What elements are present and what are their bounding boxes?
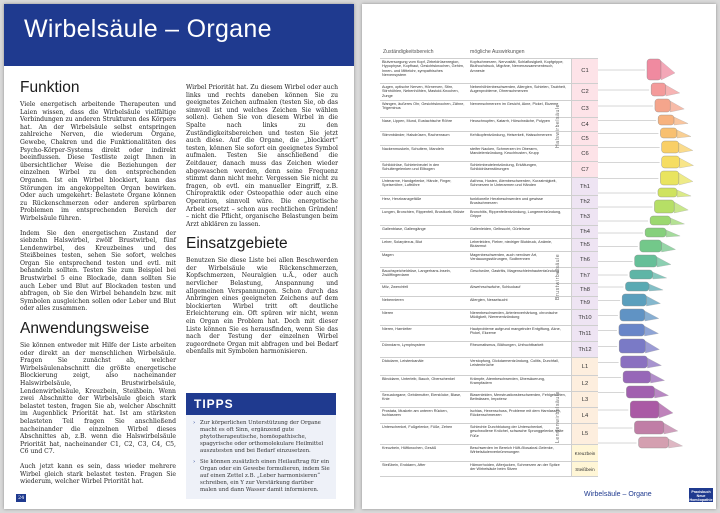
vertebra-body bbox=[620, 309, 645, 321]
effect-cell: Nervenschmerzen im Gesicht, Akne, Pickel, Ekzeme bbox=[470, 102, 559, 106]
vertebra-label: C4 bbox=[571, 118, 598, 131]
effect-cell: Leberleiden, Fieber, niedriger Blutdruck, Anämie, Blutarmut bbox=[470, 240, 553, 249]
text-column-2 bbox=[186, 84, 338, 363]
spinous-process bbox=[679, 143, 693, 153]
spinous-process bbox=[670, 101, 684, 112]
area-cell: Nieren bbox=[382, 311, 394, 315]
vertebra-label: C1 bbox=[571, 59, 598, 83]
page-title: Wirbelsäule – Organe bbox=[24, 15, 272, 43]
publisher-logo: Praxisbuch Neue Homöopathie bbox=[689, 490, 713, 503]
spinous-process bbox=[666, 230, 680, 237]
area-cell: Dickdarm, Leistenkanäle bbox=[382, 359, 424, 363]
effect-cell: Verstopfung, Dickdarmentzündung, Colitis, Durchfall, Leistenbrüche bbox=[470, 359, 559, 368]
tipp-item: › Zur körperlichen Unterstützung der Organe macht es oft Sinn, ergänzend gute phytotherapeutische, homöopathische, spagyrische oder orthomolekulare Heilmittel auszutesten und bei Bedarf einzusetzen. bbox=[200, 420, 330, 455]
spinous-process bbox=[645, 341, 659, 353]
vertebra-label: Th10 bbox=[571, 310, 598, 325]
vertebra-body bbox=[662, 141, 679, 153]
spinous-process bbox=[662, 242, 676, 252]
paragraph: Indem Sie den energetischen Zustand der siebzehn Halswirbel, zwölf Brustwirbel, fünf Lendenwirbel, des Kreuzbeines und des Steißbeines testen, sehen Sie sofort, welches Organ Sie entsprechend testen und evtl. mit behandeln sollten. Testen Sie zum Beispiel bei Brustwirbel 5 eine Blockade, dann sollten Sie auch Leber und Blut auf Blockaden testen und abfragen, ob Sie den Wirbel behandeln bzw. mit Symbolen ausgleichen sollen oder Leber und Blut oder alles zusammen. bbox=[20, 229, 176, 313]
vertebra-body bbox=[634, 421, 663, 434]
vertebra-label: Kreuzbein bbox=[571, 445, 598, 461]
effect-cell: Kehlkopfentzündung, Heiserkeit, Halsschmerzen bbox=[470, 133, 552, 137]
spinous-process bbox=[657, 257, 671, 267]
vertebra-body bbox=[639, 437, 669, 448]
vertebra-body bbox=[635, 255, 657, 267]
vertebra-body bbox=[626, 386, 654, 398]
spinous-process bbox=[674, 202, 688, 213]
area-cell: Sexualorgane, Gebärmutter, Eierstöcke, Blase, Knie bbox=[382, 393, 462, 402]
area-cell: Nieren, Harnleiter bbox=[382, 327, 412, 331]
paragraph: Viele energetisch arbeitende Therapeuten und Laien wissen, dass die Wirbelsäule vielfältige Verbindungen zu anderen Strukturen des Körpers hat. An der Wirbelsäule selbst entspringen zahlreiche Nerven, die wiederum Organe, Gewebe, Chakren und die Funktionalitäten des Psycho-Körper-Systems direkt oder indirekt beeinflussen. Diese Testliste zeigt Ihnen in übersichtlicher Weise die Beziehungen der einzelnen Wirbel zu den entsprechenden Organen. Ist ein Wirbel blockiert, kann das Störungen im angekoppelten Organ bewirken. Oder auch umgekehrt: Belastete Organe können zu Rückenschmerzen oder anderen spürbaren Problemen im entsprechenden Bereich der Wirbelsäule führen. bbox=[20, 101, 176, 222]
spinous-process bbox=[659, 403, 673, 418]
area-cell: Kreuzbein, Hüftknochen, Gesäß bbox=[382, 446, 437, 450]
effect-cell: funktionelle Herzbeschwerden und gewisse Brustschmerzen bbox=[470, 197, 544, 206]
tipps-title: TIPPS bbox=[186, 393, 336, 415]
vertebra-label: Th9 bbox=[571, 297, 598, 309]
area-cell: Gallenblase, Gallengänge bbox=[382, 227, 426, 231]
tipps-list bbox=[192, 420, 330, 494]
area-cell: Schilddrüse, Schleimbeutel in den Schultergelenken und Ellbogen bbox=[382, 163, 440, 172]
area-cell: Bauchspeicheldrüse, Langerhans-Inseln, Zwölffingerdarm bbox=[382, 269, 451, 278]
area-cell: Wangen, äußeres Ohr, Gesichtsknochen, Zähne, Trigeminus bbox=[382, 102, 465, 111]
group-label-lws: Lendenwirbelsäule bbox=[555, 391, 561, 443]
spinous-process bbox=[647, 358, 661, 368]
spinous-process bbox=[661, 61, 675, 80]
area-cell: Unterschenkel, Fußgelenke, Füße, Zehen bbox=[382, 425, 453, 429]
page-number: 24 bbox=[18, 495, 25, 501]
area-cell: Milz, Zwerchfell bbox=[382, 285, 409, 289]
effect-cell: Hämorrhoiden, Afterjucken, Schmerzen an der Spitze der Wirbelsäule beim Sitzen bbox=[470, 463, 560, 472]
vertebra-label: Th12 bbox=[571, 342, 598, 357]
area-cell: Herz, Herzkranzgefäße bbox=[382, 197, 422, 201]
effect-cell: Rheumatismus, Blähungen, Unfruchtbarkeit bbox=[470, 343, 544, 347]
spine-illustration bbox=[362, 4, 716, 509]
vertebra-body bbox=[622, 294, 646, 306]
vertebra-body bbox=[645, 228, 666, 237]
vertebra-body bbox=[650, 216, 670, 225]
tipps-box bbox=[186, 393, 336, 499]
vertebra-label: L3 bbox=[571, 392, 598, 407]
effect-cell: Nebenhöhlenbeschwerden, Allergien, Schielen, Taubheit, Augenprobleme, Ohrenschmerzen bbox=[470, 85, 566, 94]
vertebra-label: Th11 bbox=[571, 326, 598, 341]
right-page bbox=[362, 4, 716, 509]
area-cell: Unterarme, Handgelenke, Hände, Finger, Speiseröhre, Luftröhre bbox=[382, 179, 452, 188]
paragraph: Auch jetzt kann es sein, dass wieder mehrere Wirbel gleich stark belastet testen. Fragen Sie wiederum, welcher Wirbel Priorität hat. bbox=[20, 462, 176, 486]
vertebra-body bbox=[619, 339, 645, 353]
spinous-process bbox=[651, 373, 665, 383]
vertebra-body bbox=[621, 356, 648, 368]
vertebra-body bbox=[658, 188, 677, 197]
vertebra-body bbox=[625, 282, 649, 291]
vertebra-label: Th5 bbox=[571, 239, 598, 251]
vertebra-body bbox=[662, 156, 680, 168]
vertebra-label: C3 bbox=[571, 101, 598, 117]
effect-cell: Abwehrschwäche, Schluckauf bbox=[470, 285, 521, 289]
paragraph: Wirbel Priorität hat. Zu diesem Wirbel oder auch links und rechts daneben können Sie zu geeignetes Zeichen aufmalen (testen Sie, ob das sinnvoll ist und welches Zeichen Sie wählen sollen). Gehen Sie von diesem Wirbel in die Spalte nach links zu den Zuständigkeitsbereichen und testen Sie jetzt auch diese. Auf die Organe, die „blockiert“ testen, können Sie sofort ein geeignetes Symbol aufmalen. Testen Sie anschließend die Zeitdauer, danach muss das Zeichen wieder abgewaschen werden, denn seine Frequenz stimmt dann nicht mehr. Vergessen Sie nicht zu fragen, ob evtl. ein manueller Eingriff, z.B. Chiropraktik oder Osteopathie oder auch eine Operation, sinnvoll wäre. Die energetische Arbeit ersetzt – schon aus rechtlichen Gründen! – nicht die Pflicht, organische Belastungen beim Arzt abklären zu lassen. bbox=[186, 84, 338, 228]
spinous-process bbox=[670, 218, 684, 225]
heading-anwendungsweise: Anwendungsweise bbox=[20, 320, 150, 338]
effect-cell: Nierenbeschwerden, Arterienverhärtung, chronische Müdigkeit, Nierenentzündung bbox=[470, 311, 558, 320]
area-cell: Stimmbänder, Halsdrüsen, Rachenraum bbox=[382, 133, 450, 137]
spinous-process bbox=[669, 439, 683, 448]
effect-cell: Allergien, Nesselsucht bbox=[470, 298, 508, 302]
spinous-process bbox=[644, 326, 658, 336]
tipp-item: › Sie können zusätzlich einen Heilauftrag für ein Organ oder ein Gewebe formulieren, indem Sie auf einen Zettel z.B. „Leber harmonisieren“ schreiben, ein Y zur Verstärkung darüber malen und dann Wasser damit informieren. bbox=[200, 459, 330, 494]
area-cell: Nackenmuskeln, Schultern, Mandeln bbox=[382, 147, 444, 151]
vertebra-label: L2 bbox=[571, 376, 598, 391]
area-cell: Magen bbox=[382, 253, 394, 257]
vertebra-label: L1 bbox=[571, 358, 598, 375]
vertebra-label: L5 bbox=[571, 424, 598, 444]
vertebra-label: Th4 bbox=[571, 226, 598, 238]
area-cell: Nebennieren bbox=[382, 298, 404, 302]
vertebra-label: Th2 bbox=[571, 196, 598, 208]
area-cell: Augen, optische Nerven, Hörnerven, Stirn, Stirnhöhlen, Nebenhöhlen, Mastoid-Knochen, Zunge bbox=[382, 85, 459, 98]
footer-title: Wirbelsäule – Organe bbox=[584, 491, 652, 498]
heading-einsatzgebiete: Einsatzgebiete bbox=[186, 235, 288, 253]
vertebra-label: Th6 bbox=[571, 252, 598, 267]
title-band bbox=[4, 4, 354, 66]
paragraph: Benutzen Sie diese Liste bei allen Beschwerden der Wirbelsäule wie Rückenschmerzen, Kopfschmerzen, Neuralgien u.Ä., oder auch nervlicher Belastung, Anspannung und allgemeinen Verspannungen. Schon durch das Anbringen eines geeigneten Zeichens auf dem blockierten Wirbel tritt oft deutliche Erleichterung ein. Oft spüren wir nicht, wenn ein Organ ein Problem hat. Doch mit dieser Liste können Sie es herausfinden, wenn Sie das nach der Testung der einzelnen Wirbel zugeordnete Organ mit abfragen und bei Bedarf ebenfalls mit Symbolen harmonisieren. bbox=[186, 257, 338, 356]
area-cell: Prostata, Muskeln am unteren Rücken, Ischiasnerv bbox=[382, 409, 448, 418]
left-page bbox=[4, 4, 354, 509]
spinous-process bbox=[679, 173, 693, 185]
vertebra-label: C5 bbox=[571, 132, 598, 145]
vertebra-body bbox=[660, 128, 677, 138]
spinous-process bbox=[666, 85, 680, 96]
vertebra-body bbox=[630, 401, 659, 418]
spinous-process bbox=[679, 158, 693, 168]
column-header-auswirkungen: mögliche Auswirkungen bbox=[470, 49, 525, 55]
group-label-bws: Brustwirbelsäule bbox=[555, 253, 561, 300]
effect-cell: Kopfschmerzen, Nervosität, Schlaflosigkeit, Kopfgrippe, Bluthochdruck, Migräne, Nervenzusammenbruch, Amnesie bbox=[470, 60, 564, 73]
effect-cell: Gallenleiden, Gelbsucht, Gürtelrose bbox=[470, 227, 531, 231]
vertebra-body bbox=[655, 99, 670, 112]
spinous-process bbox=[664, 423, 678, 434]
spinous-process bbox=[646, 296, 660, 306]
vertebra-label: C6 bbox=[571, 146, 598, 161]
vertebra-body bbox=[658, 115, 674, 125]
vertebra-body bbox=[619, 324, 645, 336]
effect-cell: Ischias, Hexenschuss, Probleme mit dem Harnlassen, Rückenschmerzen bbox=[470, 409, 561, 418]
area-cell: Steißbein, Enddarm, After bbox=[382, 463, 426, 467]
effect-cell: Geschwüre, Gastritis, Magenschleimhautentzündung bbox=[470, 269, 560, 273]
spinous-process bbox=[645, 311, 659, 321]
spinous-process bbox=[654, 388, 668, 398]
vertebra-body bbox=[654, 200, 674, 213]
area-cell: Nase, Lippen, Mund, Eustachische Röhre bbox=[382, 119, 453, 123]
vertebra-body bbox=[660, 171, 678, 185]
area-cell: Lungen, Bronchien, Rippenfell, Brustkorb, Brüste bbox=[382, 210, 465, 214]
vertebra-label: Th7 bbox=[571, 268, 598, 283]
vertebra-label: C2 bbox=[571, 84, 598, 100]
area-cell: Blinddarm, Unterleib, Bauch, Oberschenkel bbox=[382, 377, 455, 381]
effect-cell: steifer Nacken, Schmerzen im Oberarm, Mandelentzündung, Keuchhusten, Krupp bbox=[470, 147, 539, 156]
effect-cell: Magenbeschwerden, auch nervöser Art, Verdauungsstörungen, Sodbrennen bbox=[470, 253, 538, 262]
effect-cell: Beschwerden im Bereich Hüft-/Iliosakral-Gelenke, Wirbelsäulenverkrümmungen bbox=[470, 446, 554, 455]
effect-cell: Bronchitis, Rippenfellentzündung, Lungenentzündung, Grippe bbox=[470, 210, 562, 219]
effect-cell: Hautprobleme aufgrund mangelnder Entgiftung, Akne, Pickel, Ekzeme bbox=[470, 327, 561, 336]
vertebra-label: Th1 bbox=[571, 178, 598, 195]
vertebra-label: Steißbein bbox=[571, 462, 598, 476]
column-header-zustaendigkeit: Zuständigkeitsbereich bbox=[383, 49, 434, 55]
area-cell: Blutversorgung vom Kopf, Zirbeldrüsenregion, Hypophyse, Kopfhaut, Gesichtsknochen, Gehirn, Innen- und Mittelohr, sympathisches Nervensystem bbox=[382, 60, 465, 78]
vertebra-label: Th8 bbox=[571, 284, 598, 296]
effect-cell: Krämpfe, Atembeschwerden, Übersäuerung, Krampfadern bbox=[470, 377, 545, 386]
spinous-process bbox=[653, 272, 667, 279]
vertebra-body bbox=[647, 59, 661, 80]
effect-cell: Blasenleiden, Menstruationsbeschwerden, Fehlgeburten, Bettnässen, Impotenz bbox=[470, 393, 566, 402]
heading-funktion: Funktion bbox=[20, 79, 80, 96]
area-cell: Dünndarm, Lymphsystem bbox=[382, 343, 426, 347]
effect-cell: Schlechte Durchblutung der Unterschenkel, geschwollene Knöchel, schwache Sprunggelenke, kalte Füße bbox=[470, 425, 564, 438]
text-column-1 bbox=[20, 74, 176, 493]
vertebra-body bbox=[623, 371, 650, 383]
paragraph: Sie können entweder mit Hilfe der Liste arbeiten oder direkt an der menschlichen Wirbelsäule. Fragen Sie zunächst ab, welcher Wirbelsäulenabschnitt die größte energetische Blockierung zeigt, also nacheinander Halswirbelsäule, Brustwirbelsäule, Lendenwirbelsäule, Kreuzbein, Steißbein. Wenn zwei Abschnitte der Wirbelsäule gleich stark belastet testen, fragen Sie ab, welcher Abschnitt im Augenblick Priorität hat. Ist am stärksten belasteten Teil fragen Sie anschließend nacheinander die einzelnen Wirbel dieses Abschnittes ab, z.B. wenn die Halswirbelsäule Priorität hat, nacheinander C1, C2, C3, C4, C5, C6 und C7. bbox=[20, 342, 176, 456]
group-label-hws: Halswirbelsäule bbox=[555, 104, 561, 149]
effect-cell: Asthma, Husten, Atembeschwerden, Kurzatmigkeit, Schmerzen in Unterarmen und Händen bbox=[470, 179, 557, 188]
vertebra-body bbox=[630, 270, 653, 279]
effect-cell: Schleimbeutelentzündung, Erkältungen, Schilddrüsenstörungen bbox=[470, 163, 538, 172]
spinous-process bbox=[677, 190, 691, 197]
vertebra-label: L4 bbox=[571, 408, 598, 423]
spinous-process bbox=[674, 117, 688, 125]
vertebra-body bbox=[651, 83, 666, 96]
area-cell: Leber, Solarplexus, Blut bbox=[382, 240, 423, 244]
vertebra-label: Th3 bbox=[571, 209, 598, 225]
spinous-process bbox=[649, 284, 663, 291]
vertebra-label: C7 bbox=[571, 162, 598, 177]
effect-cell: Heuschnupfen, Katarrh, Hörschwäche, Polypen bbox=[470, 119, 550, 123]
vertebra-body bbox=[640, 240, 662, 252]
spinous-process bbox=[677, 130, 691, 138]
